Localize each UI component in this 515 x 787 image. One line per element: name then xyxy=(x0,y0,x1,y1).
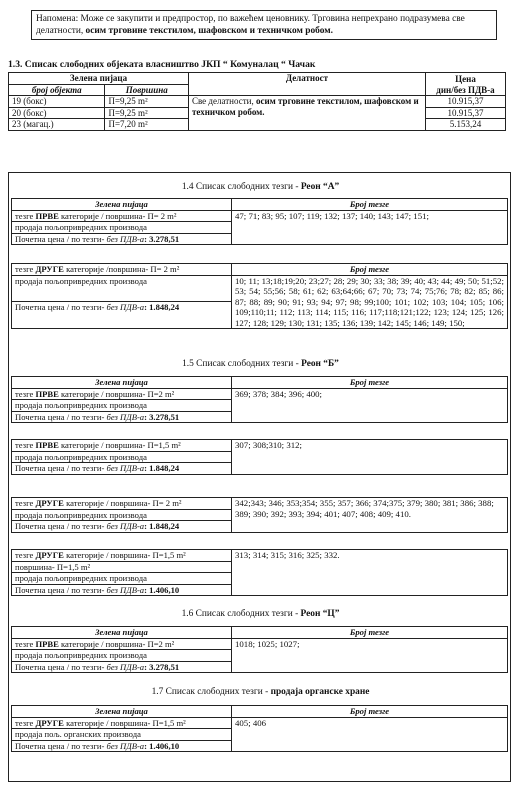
price-label: Почетна цена / по тезги- xyxy=(15,233,107,244)
price-value: : 1.848,24 xyxy=(144,521,180,531)
category-cell xyxy=(12,388,232,400)
category-prefix: тезге xyxy=(15,638,36,649)
price-label: Почетна цена / по тезги- xyxy=(15,584,107,595)
price-value: : 1.848,24 xyxy=(144,302,180,313)
price-label: Почетна цена / по тезги- xyxy=(15,740,107,751)
section-title-bold: Реон “Ц” xyxy=(300,609,340,619)
activity-bold: осим трговине текстилом, шафовском и техничком робом. xyxy=(191,96,419,117)
price-cell xyxy=(12,302,232,329)
category-cell xyxy=(12,498,232,510)
market-header: Зелена пијаца xyxy=(12,377,232,389)
price-vat: без ПДВ-а xyxy=(106,463,145,473)
purpose-cell: продаја пољ. органских производа xyxy=(12,729,232,741)
section-1-7-title xyxy=(9,687,512,697)
price-cell xyxy=(12,411,232,423)
category-cell xyxy=(12,210,232,222)
price-vat: без ПДВ-а xyxy=(106,233,145,244)
category-bold: ДРУГЕ xyxy=(35,498,64,508)
purpose-cell: продаја пољопривредних производа xyxy=(12,650,232,662)
section-title-text: 1.7 Списак слободних тезги - xyxy=(151,687,271,697)
category-rest: категорије / површина- П=1,5 m² xyxy=(58,440,181,450)
market-header: Зелена пијаца xyxy=(12,199,232,211)
header-price: Цена дин/без ПДВ-а xyxy=(425,73,505,96)
category-rest: категорије / површина- П=1,5 m² xyxy=(63,550,186,560)
category-rest: категорије / површина- П=1,5 m² xyxy=(63,717,186,728)
object-price: 10.915,37 xyxy=(425,107,505,119)
price-label: Почетна цена / по тезги- xyxy=(15,411,107,422)
subheader-object-number: број објекта xyxy=(9,84,105,96)
category-bold: ПРВЕ xyxy=(35,638,59,649)
category-cell xyxy=(12,638,232,650)
stall-numbers: 369; 378; 384; 396; 400; xyxy=(232,388,508,423)
purpose-cell: продаја пољопривредних производа xyxy=(12,275,232,302)
purpose-cell: продаја пољопривредних производа xyxy=(12,451,232,463)
stall-numbers: 307; 308;310; 312; xyxy=(232,440,508,475)
stall-number-header: Број тезге xyxy=(232,706,508,718)
purpose-cell: продаја пољопривредних производа xyxy=(12,222,232,234)
stall-numbers: 47; 71; 83; 95; 107; 119; 132; 137; 140; 143; 147; 151; xyxy=(232,210,508,245)
price-vat: без ПДВ-а xyxy=(106,521,145,531)
note-box xyxy=(31,10,497,40)
price-vat: без ПДВ-а xyxy=(106,661,145,672)
price-value: : 1.848,24 xyxy=(144,463,180,473)
price-label: Почетна цена / по тезги- xyxy=(15,463,107,473)
stalls-frame xyxy=(8,172,511,782)
activity-prefix: Све делатности, xyxy=(191,96,256,106)
section-1-4-block-2 xyxy=(11,263,508,329)
section-1-5-block-1 xyxy=(11,376,508,423)
object-area: П=9,25 m² xyxy=(105,96,188,108)
price-cell xyxy=(12,521,232,533)
stall-number-header: Број тезге xyxy=(232,264,508,276)
price-cell xyxy=(12,233,232,245)
category-cell xyxy=(12,440,232,452)
category-cell xyxy=(12,264,232,276)
category-bold: ПРВЕ xyxy=(35,388,59,399)
price-value: : 1.406,10 xyxy=(144,740,180,751)
stall-numbers: 405; 406 xyxy=(232,717,508,752)
object-number: 23 (магац.) xyxy=(9,119,105,131)
purpose-cell: продаја пољопривредних производа xyxy=(12,400,232,412)
category-cell xyxy=(12,550,232,562)
category-prefix: тезге xyxy=(15,264,36,274)
stall-numbers: 313; 314; 315; 316; 325; 332. xyxy=(232,550,508,596)
section-title-text: 1.4 Списак слободних тезги - xyxy=(181,182,301,192)
purpose-cell: продаја пољопривредних производа xyxy=(12,573,232,585)
header-activity: Делатност xyxy=(188,73,425,96)
note-text: Напомена: Може се закупити и предпростор, по важећем ценовнику. Трговина непрехрано подразумева све делатности, xyxy=(36,14,465,36)
note-bold-text: осим трговине текстилом, шафовском и техничком робом. xyxy=(85,26,333,36)
section-1-6-title xyxy=(9,609,512,619)
section-title-text: 1.6 Списак слободних тезги - xyxy=(181,609,301,619)
object-number: 20 (бокс) xyxy=(9,107,105,119)
category-prefix: тезге xyxy=(15,498,36,508)
section-title-text: 1.5 Списак слободних тезги - xyxy=(182,359,302,369)
subheader-area: Површина xyxy=(105,84,188,96)
section-title-bold: Реон “А” xyxy=(300,182,340,192)
section-title-bold: Реон “Б” xyxy=(301,359,339,369)
category-prefix: тезге xyxy=(15,388,36,399)
stall-number-header: Број тезге xyxy=(232,377,508,389)
price-value: : 3.278,51 xyxy=(144,661,180,672)
section-1-6-block xyxy=(11,626,508,673)
category-rest: категорије / површина- П=2 m² xyxy=(58,638,175,649)
section-1-3-title: 1.3. Списак слободних објеката власништво ЈКП “ Комуналац “ Чачак xyxy=(8,59,316,70)
category-rest: категорије / површина- П= 2 m² xyxy=(58,210,177,221)
category-prefix: тезге xyxy=(15,210,36,221)
category-rest: категорије / површина- П= 2 m² xyxy=(63,498,182,508)
price-vat: без ПДВ-а xyxy=(106,740,145,751)
price-vat: без ПДВ-а xyxy=(106,411,145,422)
price-cell xyxy=(12,463,232,475)
price-label: Почетна цена / по тезги- xyxy=(15,302,107,313)
stall-numbers: 342;343; 346; 353;354; 355; 357; 366; 374;375; 379; 380; 381; 386; 388; 389; 390; 392; 393; 394; 401; 407; 408; 409; 410. xyxy=(232,498,508,533)
category-bold: ПРВЕ xyxy=(35,210,59,221)
category-rest: категорије / површина- П=2 m² xyxy=(58,388,175,399)
object-area: П=9,25 m² xyxy=(105,107,188,119)
price-vat: без ПДВ-а xyxy=(106,584,145,595)
price-label: Почетна цена / по тезги- xyxy=(15,661,107,672)
price-cell xyxy=(12,584,232,596)
category-cell xyxy=(12,717,232,729)
section-1-5-title xyxy=(9,359,512,369)
category-prefix: тезге xyxy=(15,717,36,728)
table-row xyxy=(9,96,506,108)
category-bold: ДРУГЕ xyxy=(35,264,64,274)
category-line2: површина- П=1,5 m² xyxy=(12,561,232,573)
category-bold: ДРУГЕ xyxy=(35,550,64,560)
category-bold: ДРУГЕ xyxy=(35,717,64,728)
price-cell xyxy=(12,661,232,673)
stall-number-header: Број тезге xyxy=(232,199,508,211)
section-1-7-block xyxy=(11,705,508,752)
section-1-5-block-3 xyxy=(11,497,508,533)
objects-table xyxy=(8,72,506,131)
object-price: 10.915,37 xyxy=(425,96,505,108)
activity-cell xyxy=(188,96,425,131)
price-value: : 3.278,51 xyxy=(144,411,180,422)
section-1-4-block-1 xyxy=(11,198,508,245)
section-title-bold: продаја органске хране xyxy=(270,687,370,697)
price-cell xyxy=(12,740,232,752)
stall-number-header: Број тезге xyxy=(232,627,508,639)
object-number: 19 (бокс) xyxy=(9,96,105,108)
category-prefix: тезге xyxy=(15,550,36,560)
stall-numbers: 10; 11; 13;18;19;20; 23;27; 28; 29; 30; 33; 38; 39; 40; 43; 44; 49; 50; 51;52; 53; 54; 55;56; 58; 61; 62; 63;64;66; 67; 70; 73; 74; 75;76; 78; 82; 85; 86; 87; 88; 89; 90; 91; 93; 94; 97; 98; 99;100; 101; 102; 103; 104; 105; 106; 109;110;11; 112; 113; 114; 115; 116; 117;118;121;122; 123; 124; 125; 126; 127; 128; 129; 130; 131; 135; 136; 139; 142; 145; 146; 149; 150; xyxy=(232,275,508,329)
price-vat: без ПДВ-а xyxy=(106,302,145,313)
price-value: : 1.406,10 xyxy=(144,584,180,595)
price-label: Почетна цена / по тезги- xyxy=(15,521,107,531)
price-value: : 3.278,51 xyxy=(144,233,180,244)
category-rest: категорије /површина- П= 2 m² xyxy=(63,264,180,274)
section-1-5-block-2 xyxy=(11,439,508,475)
market-header: Зелена пијаца xyxy=(12,706,232,718)
market-header: Зелена пијаца xyxy=(12,627,232,639)
section-1-4-title xyxy=(9,182,512,192)
section-1-5-block-4 xyxy=(11,549,508,596)
category-prefix: тезге xyxy=(15,440,36,450)
stall-numbers: 1018; 1025; 1027; xyxy=(232,638,508,673)
object-area: П=7,20 m² xyxy=(105,119,188,131)
header-market: Зелена пијаца xyxy=(9,73,189,85)
object-price: 5.153,24 xyxy=(425,119,505,131)
category-bold: ПРВЕ xyxy=(35,440,59,450)
purpose-cell: продаја пољопривредних производа xyxy=(12,509,232,521)
